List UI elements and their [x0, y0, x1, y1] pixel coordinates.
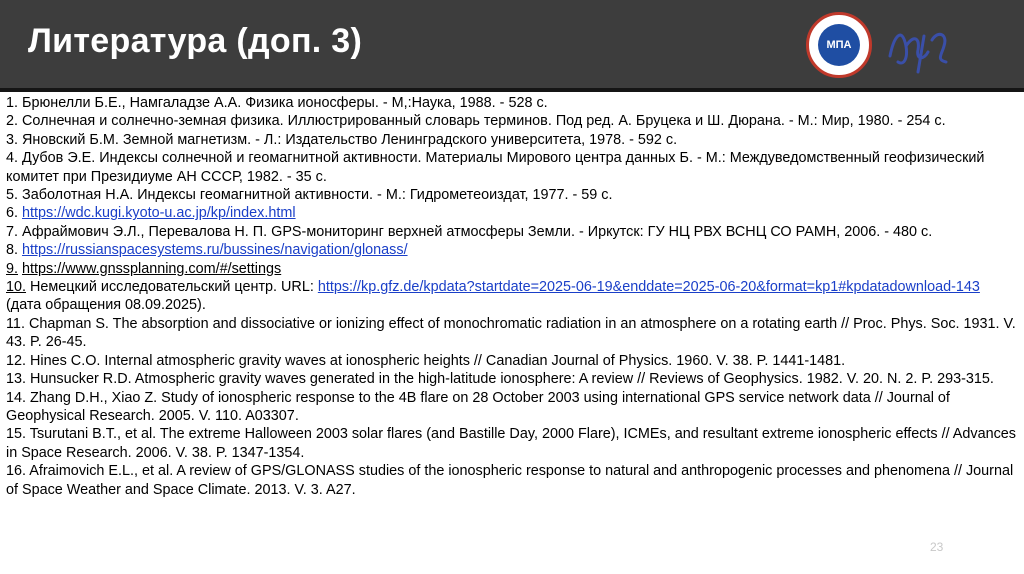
- reference-item: 12. Hines C.O. Internal atmospheric gravity waves at ionospheric heights // Canadian Journal of Physics. 1960. V. 38. P. 1441-1481.: [6, 352, 846, 369]
- reference-link[interactable]: https://www.gnssplanning.com/#/settings: [22, 260, 282, 277]
- reference-item: 7. Афраймович Э.Л., Перевалова Н. П. GPS-мониторинг верхней атмосферы Земли. - Иркутск: ГУ НЦ РВХ ВСНЦ СО РАМН, 2006. - 480 с.: [6, 223, 933, 240]
- reference-item: 14. Zhang D.H., Xiao Z. Study of ionospheric response to the 4B flare on 28 October 2003 using international GPS service network data // Journal of Geophysical Research. 2005. V. 110. A03307.: [6, 389, 950, 424]
- reference-item: 3. Яновский Б.М. Земной магнетизм. - Л.: Издательство Ленинградского университета, 1978. - 592 с.: [6, 131, 678, 148]
- slide-header: [0, 0, 1024, 92]
- script-logo-icon: [884, 16, 956, 78]
- reference-list: [6, 94, 1016, 499]
- reference-link[interactable]: https://kp.gfz.de/kpdata?startdate=2025-06-19&enddate=2025-06-20&format=kp1#kpdatadownload-143: [317, 279, 980, 296]
- university-logo: [806, 12, 872, 78]
- logo-emblem: МПА: [818, 24, 860, 66]
- reference-item: 9. https://www.gnssplanning.com/#/settings: [6, 260, 282, 277]
- reference-item: 8. https://russianspacesystems.ru/bussines/navigation/glonass/: [6, 242, 408, 259]
- reference-item: 16. Afraimovich E.L., et al. A review of GPS/GLONASS studies of the ionospheric response to natural and anthropogenic processes and phenomena // Journal of Space Weather and Space Climate. 2013. V. 3. A27.: [6, 463, 1014, 498]
- reference-link[interactable]: https://russianspacesystems.ru/bussines/navigation/glonass/: [22, 242, 408, 259]
- reference-item: 2. Солнечная и солнечно-земная физика. Иллюстрированный словарь терминов. Под ред. А. Бруцека и Ш. Дюрана. - М.: Мир, 1980. - 254 с.: [6, 113, 946, 130]
- reference-item: 6. https://wdc.kugi.kyoto-u.ac.jp/kp/index.html: [6, 205, 296, 222]
- reference-item: 15. Tsurutani B.T., et al. The extreme Halloween 2003 solar flares (and Bastille Day, 2000 Flare), ICMEs, and resultant extreme ionospheric effects // Advances in Space Research. 2006. V. 38. P. 1347-1354.: [6, 426, 1017, 461]
- reference-item: 10. Немецкий исследовательский центр. URL: https://kp.gfz.de/kpdata?startdate=2025-06-19&enddate=2025-06-20&format=kp1#kpdatadownload-143 (дата обращения 08.09.2025).: [6, 279, 980, 314]
- reference-item: 4. Дубов Э.Е. Индексы солнечной и геомагнитной активности. Материалы Мирового центра данных Б. - М.: Междуведомственный геофизический комитет при Президиуме АН СССР, 1982. - 35 с.: [6, 150, 985, 185]
- reference-item: 1. Брюнелли Б.Е., Намгаладзе А.А. Физика ионосферы. - М,:Наука, 1988. - 528 с.: [6, 95, 548, 111]
- reference-link[interactable]: https://wdc.kugi.kyoto-u.ac.jp/kp/index.html: [22, 205, 296, 222]
- reference-item: 11. Chapman S. The absorption and dissociative or ionizing effect of monochromatic radiation in an atmosphere on a rotating earth // Proc. Phys. Soc. 1931. V. 43. P. 26-45.: [6, 315, 1016, 351]
- slide-title: Литература (доп. 3): [28, 22, 363, 60]
- page-number: 23: [930, 540, 944, 554]
- reference-item: 5. Заболотная Н.А. Индексы геомагнитной активности. - М.: Гидрометеоиздат, 1977. - 59 с.: [6, 187, 613, 204]
- reference-item: 13. Hunsucker R.D. Atmospheric gravity waves generated in the high-latitude ionosphere: A review // Reviews of Geophysics. 1982. V. 20. N. 2. P. 293-315.: [6, 371, 994, 388]
